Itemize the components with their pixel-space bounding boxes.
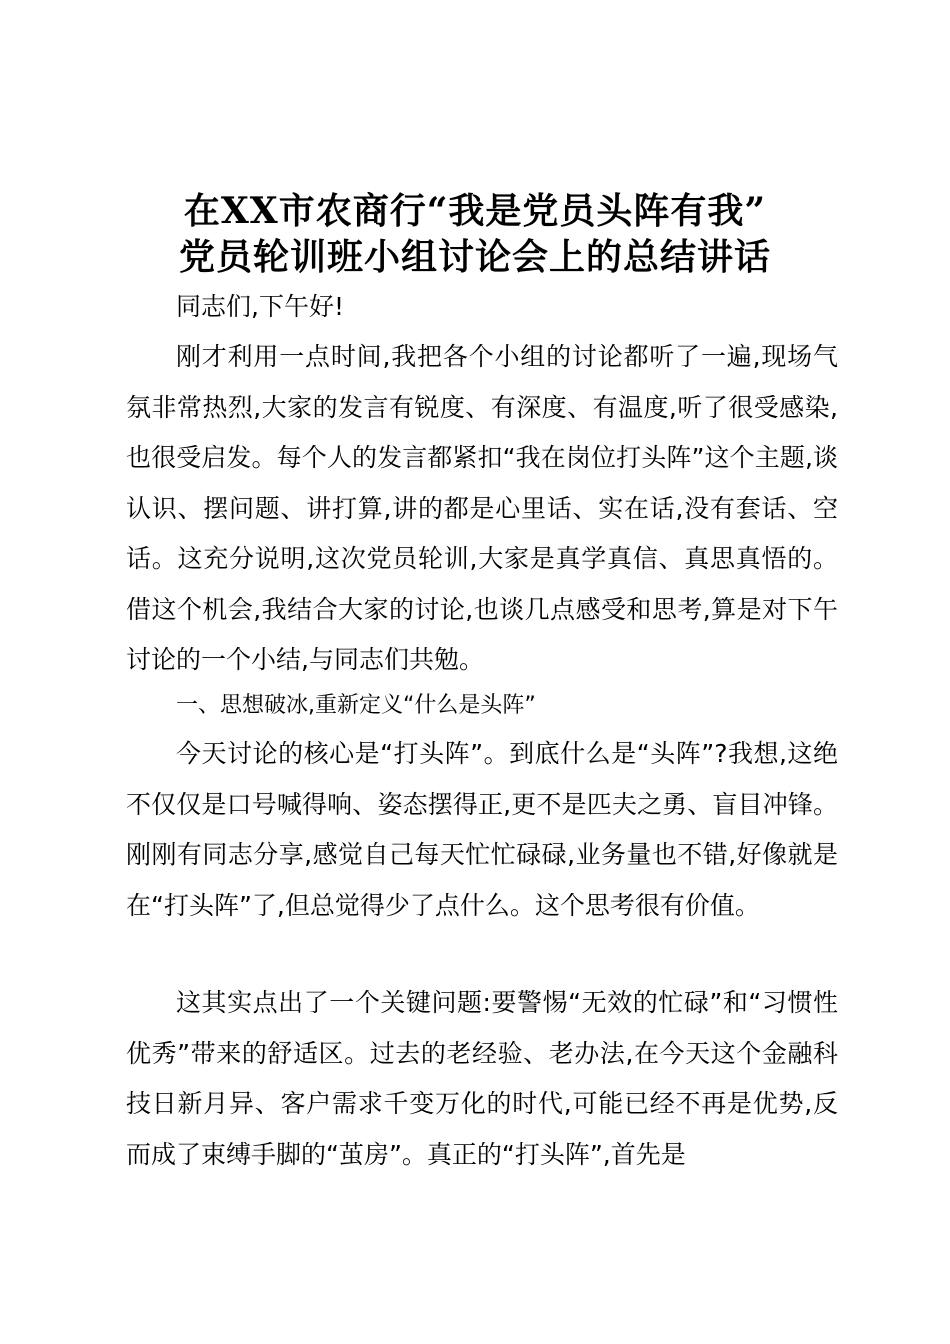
- document-title-line-1: 在XX市农商行“我是党员头阵有我”: [183, 190, 767, 232]
- body-paragraph-2: 今天讨论的核心是“打头阵”。到底什么是“头阵”?我想,这绝不仅仅是口号喊得响、姿态摆得正,更不是匹夫之勇、盲目冲锋。刚刚有同志分享,感觉自己每天忙忙碌碌,业务量也不错,好像就是在“打头阵”了,但总觉得少了点什么。这个思考很有价值。: [126, 739, 838, 920]
- document-title-line-2: 党员轮训班小组讨论会上的总结讲话: [178, 236, 771, 278]
- body-paragraph-3: 这其实点出了一个关键问题:要警惕“无效的忙碌”和“习惯性优秀”带来的舒适区。过去的老经验、老办法,在今天这个金融科技日新月异、客户需求千变万化的时代,可能已经不再是优势,反而成了束缚手脚的“茧房”。真正的“打头阵”,首先是: [126, 988, 838, 1169]
- section-heading-1: 一、思想破冰,重新定义“什么是头阵”: [176, 693, 536, 718]
- greeting-paragraph: 同志们,下午好!: [176, 292, 344, 321]
- body-paragraph-1: 刚才利用一点时间,我把各个小组的讨论都听了一遍,现场气氛非常热烈,大家的发言有锐度、有深度、有温度,听了很受感染,也很受启发。每个人的发言都紧扣“我在岗位打头阵”这个主题,谈认识、摆问题、讲打算,讲的都是心里话、实在话,没有套话、空话。这充分说明,这次党员轮训,大家是真学真信、真思真悟的。借这个机会,我结合大家的讨论,也谈几点感受和思考,算是对下午讨论的一个小结,与同志们共勉。: [126, 342, 838, 674]
